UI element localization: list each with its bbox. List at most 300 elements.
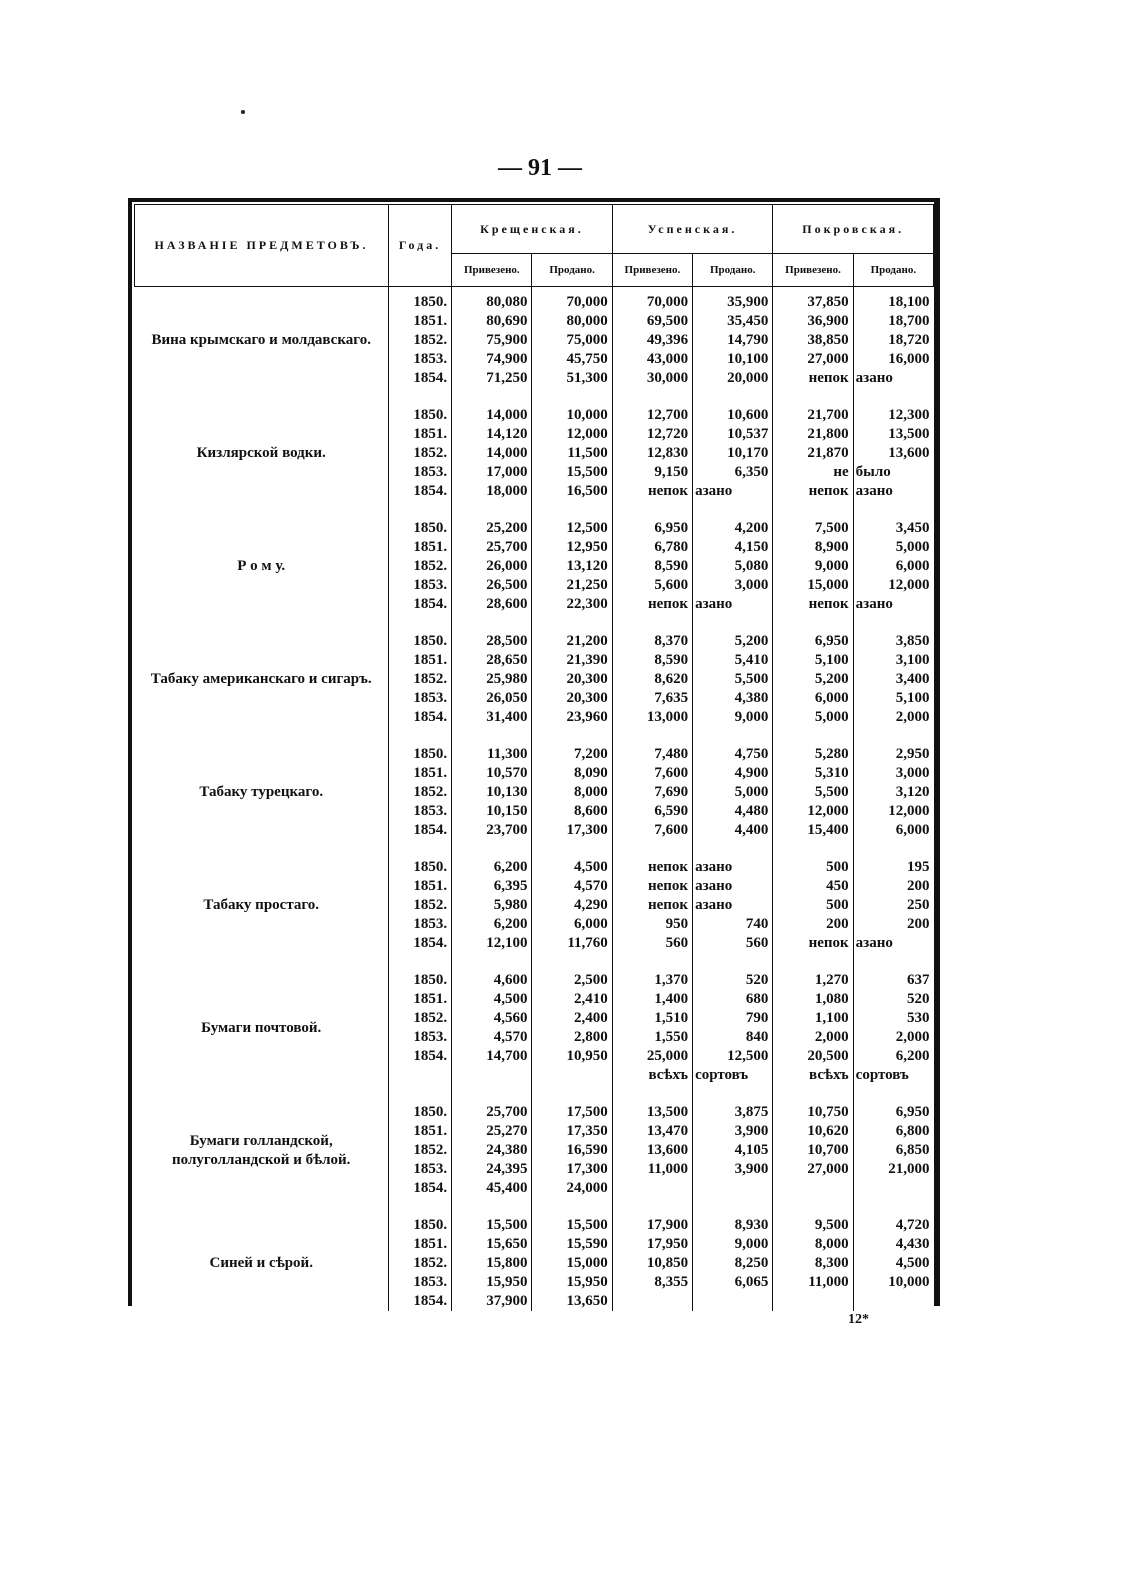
- value-cell: [853, 1179, 933, 1198]
- gap-cell: [773, 388, 853, 406]
- value-cell: 5,000: [853, 538, 933, 557]
- value-cell: 12,300: [853, 406, 933, 425]
- value-cell: 4,600: [452, 971, 532, 990]
- value-cell: 15,650: [452, 1235, 532, 1254]
- value-cell: 8,600: [532, 802, 612, 821]
- table-row: [135, 745, 934, 764]
- table-row: [135, 519, 934, 538]
- value-cell: 25,700: [452, 538, 532, 557]
- value-cell: 2,000: [853, 708, 933, 727]
- value-cell: 2,800: [532, 1028, 612, 1047]
- item-name: Кизлярской водки.: [196, 445, 326, 461]
- value-cell: 520: [853, 990, 933, 1009]
- value-cell: 4,720: [853, 1216, 933, 1235]
- value-cell: 10,170: [693, 444, 773, 463]
- gap-cell: [773, 501, 853, 519]
- gap-cell: [532, 614, 612, 632]
- value-cell: 1,270: [773, 971, 853, 990]
- year-cell: 1850.: [388, 1216, 451, 1235]
- value-cell: 2,400: [532, 1009, 612, 1028]
- value-cell: 5,500: [773, 783, 853, 802]
- year-cell: 1852.: [388, 331, 451, 350]
- gap-cell: [773, 614, 853, 632]
- value-cell: 20,300: [532, 670, 612, 689]
- gap-cell: [532, 388, 612, 406]
- gap-cell: [532, 840, 612, 858]
- year-cell: 1851.: [388, 764, 451, 783]
- value-cell: 12,100: [452, 934, 532, 953]
- value-cell: [612, 1179, 692, 1198]
- gap-cell: [693, 388, 773, 406]
- value-cell: 7,690: [612, 783, 692, 802]
- value-cell: 12,500: [693, 1047, 773, 1066]
- value-cell: 17,350: [532, 1122, 612, 1141]
- value-cell: 4,560: [452, 1009, 532, 1028]
- item-name: Бумаги почтовой.: [201, 1019, 322, 1036]
- table-row: [135, 632, 934, 651]
- year-cell: 1851.: [388, 877, 451, 896]
- value-cell: 12,000: [532, 425, 612, 444]
- value-cell: 23,700: [452, 821, 532, 840]
- value-cell: азано: [693, 877, 773, 896]
- value-cell: 12,500: [532, 519, 612, 538]
- fair-trade-table: [134, 204, 934, 1311]
- value-cell: непок: [612, 877, 692, 896]
- gap-cell: [135, 953, 389, 971]
- gap-cell: [452, 840, 532, 858]
- value-cell: 7,600: [612, 821, 692, 840]
- year-cell: 1853.: [388, 350, 451, 369]
- value-cell: 10,100: [693, 350, 773, 369]
- group-gap: [135, 388, 934, 406]
- value-cell: 6,950: [773, 632, 853, 651]
- item-name: Р о м у.: [237, 558, 286, 574]
- year-cell: 1851.: [388, 990, 451, 1009]
- value-cell: сортовъ: [693, 1066, 773, 1085]
- value-cell: 5,200: [693, 632, 773, 651]
- year-cell: 1854.: [388, 1292, 451, 1311]
- header-fair-uspenskaya: Успенская.: [612, 205, 773, 254]
- value-cell: 18,720: [853, 331, 933, 350]
- year-cell: 1850.: [388, 293, 451, 312]
- value-cell: 9,000: [773, 557, 853, 576]
- gap-cell: [612, 1085, 692, 1103]
- value-cell: 10,130: [452, 783, 532, 802]
- value-cell: 15,590: [532, 1235, 612, 1254]
- value-cell: 4,400: [693, 821, 773, 840]
- gap-cell: [388, 840, 451, 858]
- value-cell: 14,000: [452, 444, 532, 463]
- gap-cell: [452, 1085, 532, 1103]
- gap-cell: [135, 388, 389, 406]
- value-cell: 520: [693, 971, 773, 990]
- value-cell: 26,000: [452, 557, 532, 576]
- value-cell: 74,900: [452, 350, 532, 369]
- value-cell: 15,500: [452, 1216, 532, 1235]
- table-row: [135, 1216, 934, 1235]
- value-cell: 20,500: [773, 1047, 853, 1066]
- gap-cell: [612, 614, 692, 632]
- value-cell: 12,700: [612, 406, 692, 425]
- value-cell: 17,300: [532, 1160, 612, 1179]
- year-cell: 1853.: [388, 463, 451, 482]
- value-cell: 49,396: [612, 331, 692, 350]
- value-cell: сортовъ: [853, 1066, 933, 1085]
- year-cell: 1853.: [388, 1273, 451, 1292]
- year-cell: 1850.: [388, 745, 451, 764]
- gap-cell: [693, 501, 773, 519]
- value-cell: 6,350: [693, 463, 773, 482]
- value-cell: 12,950: [532, 538, 612, 557]
- gap-cell: [135, 1085, 389, 1103]
- year-cell: 1852.: [388, 1141, 451, 1160]
- value-cell: 8,900: [773, 538, 853, 557]
- value-cell: 9,000: [693, 1235, 773, 1254]
- value-cell: 20,300: [532, 689, 612, 708]
- table-row: [135, 1103, 934, 1122]
- value-cell: 23,960: [532, 708, 612, 727]
- value-cell: 27,000: [773, 1160, 853, 1179]
- value-cell: 12,830: [612, 444, 692, 463]
- gap-cell: [773, 1198, 853, 1216]
- year-cell: 1852.: [388, 670, 451, 689]
- value-cell: 3,400: [853, 670, 933, 689]
- value-cell: 35,450: [693, 312, 773, 331]
- value-cell: 8,250: [693, 1254, 773, 1273]
- value-cell: 10,537: [693, 425, 773, 444]
- value-cell: 4,750: [693, 745, 773, 764]
- value-cell: 6,950: [612, 519, 692, 538]
- gap-cell: [773, 727, 853, 745]
- gap-cell: [135, 840, 389, 858]
- gap-cell: [452, 1198, 532, 1216]
- value-cell: непок: [773, 934, 853, 953]
- year-cell: 1851.: [388, 1235, 451, 1254]
- value-cell: 38,850: [773, 331, 853, 350]
- value-cell: 5,200: [773, 670, 853, 689]
- value-cell: 4,290: [532, 896, 612, 915]
- value-cell: 5,100: [853, 689, 933, 708]
- gap-cell: [773, 953, 853, 971]
- value-cell: 7,200: [532, 745, 612, 764]
- year-cell: 1850.: [388, 858, 451, 877]
- value-cell: 3,120: [853, 783, 933, 802]
- gap-cell: [452, 953, 532, 971]
- speck: [241, 110, 245, 114]
- year-cell: 1850.: [388, 519, 451, 538]
- value-cell: 15,950: [532, 1273, 612, 1292]
- value-cell: 200: [853, 877, 933, 896]
- year-cell: 1852.: [388, 444, 451, 463]
- value-cell: 15,500: [532, 463, 612, 482]
- gap-cell: [135, 501, 389, 519]
- value-cell: 13,600: [612, 1141, 692, 1160]
- year-cell: 1851.: [388, 425, 451, 444]
- value-cell: 37,900: [452, 1292, 532, 1311]
- value-cell: всѣхъ: [773, 1066, 853, 1085]
- value-cell: 3,000: [853, 764, 933, 783]
- value-cell: 21,390: [532, 651, 612, 670]
- value-cell: 195: [853, 858, 933, 877]
- value-cell: непок: [773, 595, 853, 614]
- value-cell: [532, 1066, 612, 1085]
- value-cell: 8,930: [693, 1216, 773, 1235]
- year-cell: 1851.: [388, 538, 451, 557]
- value-cell: 30,000: [612, 369, 692, 388]
- value-cell: 15,400: [773, 821, 853, 840]
- value-cell: [452, 1066, 532, 1085]
- value-cell: 1,510: [612, 1009, 692, 1028]
- subheader-imported: Привезено.: [612, 254, 692, 287]
- value-cell: 14,000: [452, 406, 532, 425]
- value-cell: 250: [853, 896, 933, 915]
- value-cell: 15,000: [773, 576, 853, 595]
- value-cell: 12,000: [773, 802, 853, 821]
- value-cell: 5,310: [773, 764, 853, 783]
- year-cell: 1854.: [388, 369, 451, 388]
- value-cell: 8,620: [612, 670, 692, 689]
- value-cell: 16,500: [532, 482, 612, 501]
- gap-cell: [532, 1085, 612, 1103]
- subheader-imported: Привезено.: [452, 254, 532, 287]
- value-cell: [693, 1179, 773, 1198]
- value-cell: 5,280: [773, 745, 853, 764]
- value-cell: 10,570: [452, 764, 532, 783]
- value-cell: 7,635: [612, 689, 692, 708]
- value-cell: 840: [693, 1028, 773, 1047]
- value-cell: 200: [853, 915, 933, 934]
- year-cell: 1854.: [388, 934, 451, 953]
- value-cell: 24,380: [452, 1141, 532, 1160]
- value-cell: 15,800: [452, 1254, 532, 1273]
- gap-cell: [388, 388, 451, 406]
- value-cell: 530: [853, 1009, 933, 1028]
- gap-cell: [388, 1198, 451, 1216]
- value-cell: 80,690: [452, 312, 532, 331]
- subheader-sold: Продано.: [693, 254, 773, 287]
- gap-cell: [612, 840, 692, 858]
- gap-cell: [853, 614, 933, 632]
- year-cell: 1853.: [388, 1160, 451, 1179]
- value-cell: 1,080: [773, 990, 853, 1009]
- value-cell: 200: [773, 915, 853, 934]
- value-cell: 9,500: [773, 1216, 853, 1235]
- value-cell: [612, 1292, 692, 1311]
- value-cell: 2,000: [853, 1028, 933, 1047]
- year-cell: 1854.: [388, 821, 451, 840]
- gap-cell: [853, 840, 933, 858]
- value-cell: 6,800: [853, 1122, 933, 1141]
- value-cell: 3,900: [693, 1160, 773, 1179]
- value-cell: 75,900: [452, 331, 532, 350]
- value-cell: [773, 1179, 853, 1198]
- item-name: Табаку простаго.: [203, 897, 320, 913]
- value-cell: 13,650: [532, 1292, 612, 1311]
- value-cell: 4,480: [693, 802, 773, 821]
- value-cell: непок: [612, 595, 692, 614]
- value-cell: 6,000: [773, 689, 853, 708]
- value-cell: 6,000: [853, 557, 933, 576]
- value-cell: 6,850: [853, 1141, 933, 1160]
- gap-cell: [693, 953, 773, 971]
- year-cell: 1852.: [388, 1009, 451, 1028]
- gap-cell: [532, 953, 612, 971]
- year-cell: 1853.: [388, 802, 451, 821]
- value-cell: 680: [693, 990, 773, 1009]
- value-cell: 790: [693, 1009, 773, 1028]
- gap-cell: [452, 727, 532, 745]
- value-cell: [853, 1292, 933, 1311]
- value-cell: 10,700: [773, 1141, 853, 1160]
- value-cell: 10,850: [612, 1254, 692, 1273]
- value-cell: 3,100: [853, 651, 933, 670]
- value-cell: 10,750: [773, 1103, 853, 1122]
- subheader-sold: Продано.: [853, 254, 933, 287]
- year-cell: 1850.: [388, 632, 451, 651]
- subheader-sold: Продано.: [532, 254, 612, 287]
- value-cell: 12,720: [612, 425, 692, 444]
- value-cell: 5,410: [693, 651, 773, 670]
- value-cell: 740: [693, 915, 773, 934]
- value-cell: 11,000: [612, 1160, 692, 1179]
- value-cell: 6,200: [452, 915, 532, 934]
- year-cell: 1851.: [388, 651, 451, 670]
- value-cell: непок: [612, 482, 692, 501]
- gap-cell: [773, 1085, 853, 1103]
- value-cell: 31,400: [452, 708, 532, 727]
- value-cell: 45,750: [532, 350, 612, 369]
- value-cell: 80,000: [532, 312, 612, 331]
- value-cell: 37,850: [773, 293, 853, 312]
- header-fair-kreshchenskaya: Крещенская.: [452, 205, 613, 254]
- value-cell: 10,000: [853, 1273, 933, 1292]
- value-cell: 17,500: [532, 1103, 612, 1122]
- value-cell: было: [853, 463, 933, 482]
- value-cell: непок: [612, 858, 692, 877]
- gap-cell: [853, 501, 933, 519]
- gap-cell: [853, 388, 933, 406]
- item-name: Табаку турецкаго.: [199, 784, 324, 800]
- table-row: [135, 858, 934, 877]
- value-cell: 28,650: [452, 651, 532, 670]
- gap-cell: [532, 501, 612, 519]
- gap-cell: [612, 388, 692, 406]
- value-cell: 8,300: [773, 1254, 853, 1273]
- value-cell: 18,000: [452, 482, 532, 501]
- value-cell: 70,000: [612, 293, 692, 312]
- value-cell: 17,300: [532, 821, 612, 840]
- value-cell: [773, 1292, 853, 1311]
- value-cell: 500: [773, 896, 853, 915]
- value-cell: всѣхъ: [612, 1066, 692, 1085]
- value-cell: 3,000: [693, 576, 773, 595]
- value-cell: 4,500: [452, 990, 532, 1009]
- item-name: Синей и сѣрой.: [209, 1255, 313, 1271]
- gap-cell: [693, 1198, 773, 1216]
- value-cell: 13,470: [612, 1122, 692, 1141]
- value-cell: 21,200: [532, 632, 612, 651]
- gap-cell: [532, 727, 612, 745]
- value-cell: 6,590: [612, 802, 692, 821]
- value-cell: 25,270: [452, 1122, 532, 1141]
- value-cell: 17,000: [452, 463, 532, 482]
- value-cell: 6,000: [532, 915, 612, 934]
- value-cell: 4,380: [693, 689, 773, 708]
- value-cell: 7,600: [612, 764, 692, 783]
- value-cell: 13,500: [612, 1103, 692, 1122]
- value-cell: азано: [853, 482, 933, 501]
- value-cell: 4,105: [693, 1141, 773, 1160]
- value-cell: 75,000: [532, 331, 612, 350]
- value-cell: 28,600: [452, 595, 532, 614]
- value-cell: 4,900: [693, 764, 773, 783]
- value-cell: 11,760: [532, 934, 612, 953]
- value-cell: 950: [612, 915, 692, 934]
- value-cell: 6,065: [693, 1273, 773, 1292]
- value-cell: 3,850: [853, 632, 933, 651]
- year-cell: 1850.: [388, 406, 451, 425]
- subheader-imported: Привезено.: [773, 254, 853, 287]
- value-cell: 43,000: [612, 350, 692, 369]
- value-cell: 2,410: [532, 990, 612, 1009]
- value-cell: 22,300: [532, 595, 612, 614]
- gap-cell: [773, 840, 853, 858]
- value-cell: 8,090: [532, 764, 612, 783]
- value-cell: 3,900: [693, 1122, 773, 1141]
- group-gap: [135, 614, 934, 632]
- gap-cell: [693, 1085, 773, 1103]
- value-cell: 5,100: [773, 651, 853, 670]
- value-cell: 637: [853, 971, 933, 990]
- gap-cell: [388, 501, 451, 519]
- value-cell: азано: [693, 482, 773, 501]
- value-cell: 51,300: [532, 369, 612, 388]
- gap-cell: [612, 1198, 692, 1216]
- value-cell: 4,500: [532, 858, 612, 877]
- gap-cell: [452, 388, 532, 406]
- value-cell: 13,500: [853, 425, 933, 444]
- value-cell: непок: [773, 369, 853, 388]
- header-name: НАЗВАНІЕ ПРЕДМЕТОВЪ.: [135, 205, 389, 287]
- year-cell: 1854.: [388, 1047, 451, 1066]
- value-cell: 15,000: [532, 1254, 612, 1273]
- value-cell: 6,000: [853, 821, 933, 840]
- year-cell: 1852.: [388, 783, 451, 802]
- gap-cell: [693, 614, 773, 632]
- value-cell: 4,570: [452, 1028, 532, 1047]
- value-cell: 16,590: [532, 1141, 612, 1160]
- value-cell: непок: [612, 896, 692, 915]
- gap-cell: [135, 727, 389, 745]
- value-cell: 14,700: [452, 1047, 532, 1066]
- gap-cell: [388, 727, 451, 745]
- value-cell: 7,480: [612, 745, 692, 764]
- value-cell: 8,590: [612, 651, 692, 670]
- value-cell: 9,150: [612, 463, 692, 482]
- value-cell: 5,600: [612, 576, 692, 595]
- value-cell: 450: [773, 877, 853, 896]
- value-cell: 5,980: [452, 896, 532, 915]
- value-cell: 8,590: [612, 557, 692, 576]
- value-cell: 12,000: [853, 576, 933, 595]
- group-gap: [135, 953, 934, 971]
- value-cell: 24,395: [452, 1160, 532, 1179]
- value-cell: азано: [853, 369, 933, 388]
- value-cell: 21,870: [773, 444, 853, 463]
- gap-cell: [452, 614, 532, 632]
- value-cell: непок: [773, 482, 853, 501]
- value-cell: 80,080: [452, 293, 532, 312]
